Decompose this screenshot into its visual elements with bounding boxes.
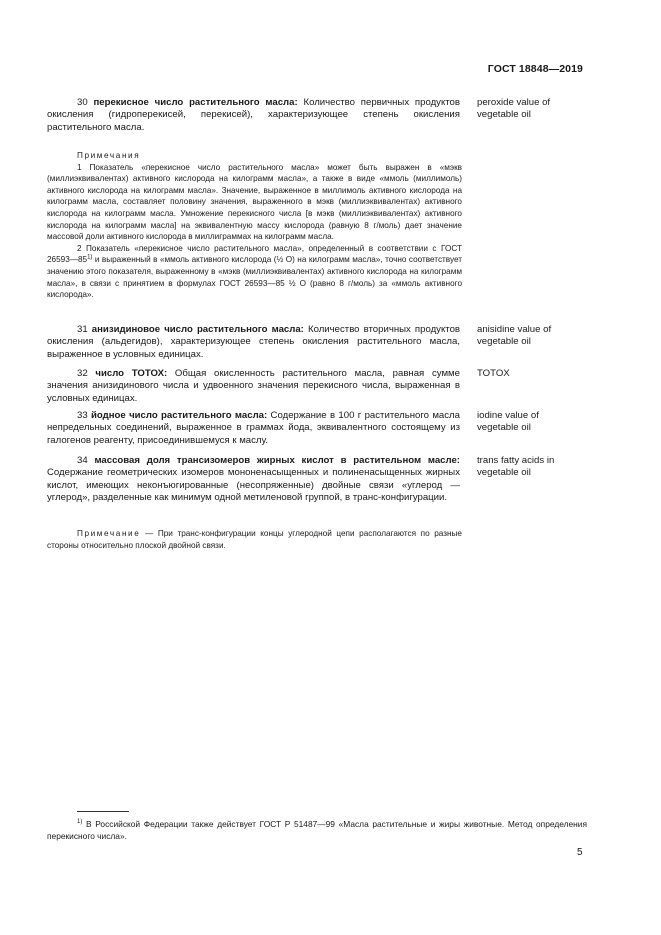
term-name: перекисное число растительного масла: bbox=[93, 97, 298, 108]
term-english: iodine value of vegetable oil bbox=[477, 410, 539, 434]
term-english: anisidine value of vegetable oil bbox=[477, 324, 552, 348]
term-name: йодное число растительного масла: bbox=[91, 410, 268, 421]
footnote bbox=[47, 818, 587, 842]
footnote-separator bbox=[77, 811, 129, 812]
term-definition-ru bbox=[47, 368, 460, 405]
term-number: 34 bbox=[77, 455, 88, 466]
term-definition-ru bbox=[47, 97, 460, 134]
term-number: 32 bbox=[77, 368, 88, 379]
page-number: 5 bbox=[577, 847, 583, 858]
footnote-text: В Российской Федерации также действует ГОСТ Р 51487—99 «Масла растительные и жиры животные. Метод определения перекисного числа». bbox=[47, 819, 587, 841]
note-2: 2 Показатель «перекисное число растительного масла», определенный в соответствии с ГОСТ 26593—85$^{1)}$ и выраженный в «ммоль активного кислорода (½ O) на килограмм масла», точно соответствует значению этого показателя, выраженному в «мэкв (миллиэквивалентах) активного кислорода на килограмм масла», в связи с принятием в формулах ГОСТ 26593—85 ½ O (равно 8 г/моль) за «ммоль активного кислорода». bbox=[47, 243, 462, 300]
footnote-ref: 1) bbox=[87, 254, 93, 261]
term-number: 33 bbox=[77, 410, 88, 421]
term-name: анизидиновое число растительного масла: bbox=[91, 324, 304, 335]
note-34: Примечание — При транс-конфигурации концы углеродной цепи располагаются по разные стороны относительно плоской двойной связи. bbox=[47, 529, 462, 550]
note-1: 1 Показатель «перекисное число растительного масла» может быть выражен в «мэкв (миллиэквивалентах) активного кислорода на килограмм масла», а также в виде «ммоль (миллимоль) активного кислорода на килограмм масла». Значение, выраженное в миллимоль активного кислорода на килограмм масла, составляет половину значения, выраженного в мэкв (миллиэквивалентах) активного кислорода на килограмм масла. Умножение перекисного числа [в мэкв (миллиэквивалентах) активного кислорода на килограмм масла] на эквивалентную массу кислорода (равную 8 г/моль) дает значение массовой доли активного кислорода в миллиграммах на килограмм масла. bbox=[47, 162, 462, 242]
term-definition-ru bbox=[47, 455, 460, 505]
term-definition-ru bbox=[47, 324, 460, 361]
term-definition-text: Количество первичных продуктов окисления (гидроперекисей, перекисей), характеризующее степень окисления растительного масла. bbox=[47, 97, 460, 133]
notes-heading: Примечания bbox=[77, 151, 141, 160]
term-name: массовая доля трансизомеров жирных кислот в растительном масле: bbox=[94, 455, 460, 466]
term-english: TOTOX bbox=[477, 368, 510, 379]
note-heading: Примечание bbox=[77, 529, 141, 538]
term-number: 31 bbox=[77, 324, 88, 335]
term-definition-text: Общая окисленность растительного масла, равная сумме значения анизидинового числа и удвоенного значения перекисного числа, выраженная в условных единицах. bbox=[47, 368, 460, 404]
term-definition-ru bbox=[47, 410, 460, 447]
term-definition-text: Количество вторичных продуктов окисления (альдегидов), характеризующее степень окисления растительного масла, выраженное в условных единицах. bbox=[47, 324, 461, 360]
term-english: trans fatty acids in vegetable oil bbox=[477, 455, 555, 479]
term-definition-text: Содержание геометрических изомеров мононенасыщенных и полиненасыщенных жирных кислот, имеющих неконъюгированные (несопряженные) двойные связи «углерод — углерод», разделенные как минимум одной метиленовой группой, в транс-конфигурации. bbox=[47, 467, 460, 504]
standard-code: ГОСТ 18848—2019 bbox=[487, 63, 583, 75]
term-definition-text: Содержание в 100 г растительного масла непредельных соединений, выраженное в граммах йода, эквивалентного состоящему из галогенов реагенту, присоединившемуся к маслу. bbox=[47, 410, 460, 446]
term-number: 30 bbox=[77, 97, 88, 108]
note-block-34 bbox=[47, 528, 462, 551]
footnote-marker: 1) bbox=[77, 819, 83, 826]
notes-block-30 bbox=[47, 150, 462, 301]
term-name: число ТОТОХ: bbox=[95, 368, 168, 379]
term-english: peroxide value of vegetable oil bbox=[477, 97, 551, 121]
